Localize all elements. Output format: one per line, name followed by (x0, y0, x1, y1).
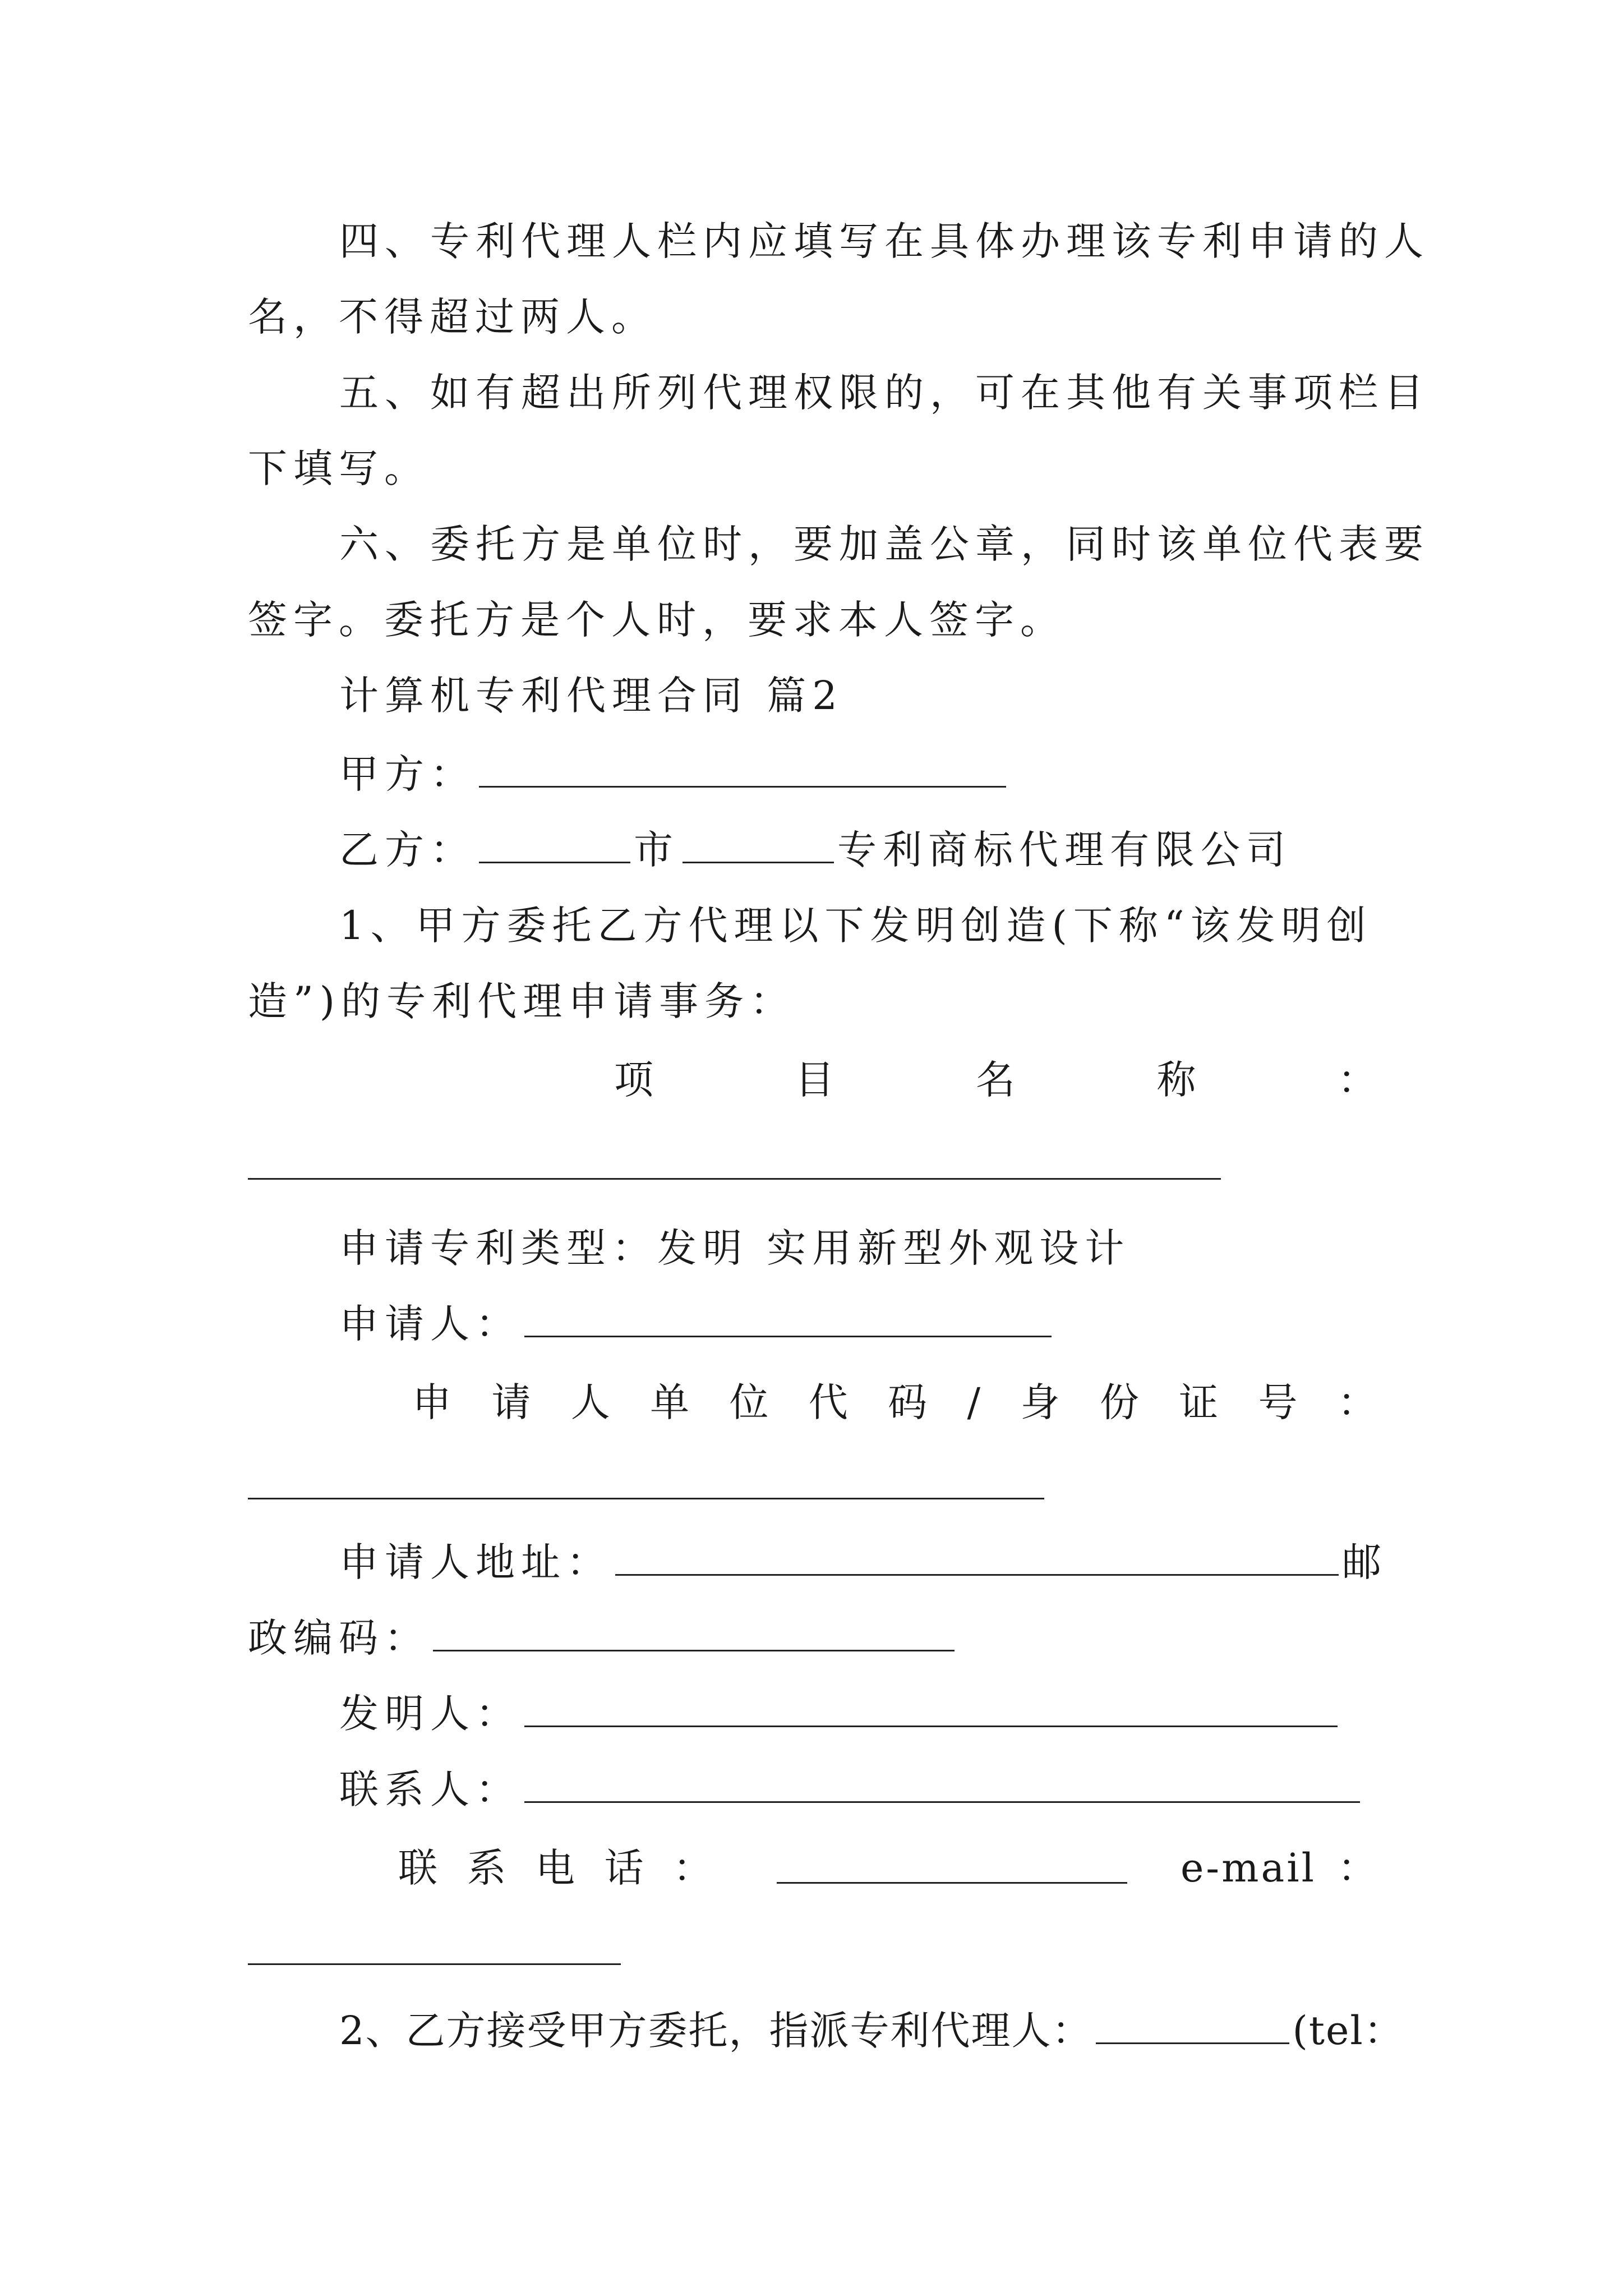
contract-heading: 计算机专利代理合同 篇2 (339, 673, 843, 719)
applicant-code-char: ： (1337, 1379, 1377, 1425)
postal-code-blank[interactable] (433, 1611, 955, 1651)
clause-1-line-2: 造”)的专利代理申请事务： (248, 978, 796, 1024)
project-name-char: 项 (614, 1057, 653, 1103)
clause-2-text: 2、乙方接受甲方委托，指派专利代理人： (339, 2008, 1092, 2054)
contact-label: 联系人： (339, 1766, 521, 1812)
project-name-blank[interactable] (248, 1178, 1221, 1180)
phone-char: 电 (536, 1845, 575, 1891)
applicant-code-char: 单 (650, 1379, 690, 1425)
applicant-code-char: 请 (491, 1379, 531, 1425)
project-name-char: 目 (795, 1057, 834, 1103)
email-colon: ： (1338, 1845, 1383, 1891)
applicant-code-char: 码 (888, 1379, 928, 1425)
paragraph-4-line-2: 名，不得超过两人。 (248, 294, 657, 340)
party-b-company-suffix: 专利商标代理有限公司 (837, 827, 1292, 873)
phone-blank[interactable] (777, 1882, 1127, 1884)
applicant-code-char: 代 (808, 1379, 848, 1425)
phone-char: ： (673, 1845, 712, 1891)
postal-code-label: 政编码： (248, 1615, 430, 1661)
contact-blank[interactable] (524, 1762, 1360, 1803)
project-name-char: 称 (1156, 1057, 1196, 1103)
phone-char: 系 (467, 1845, 506, 1891)
applicant-code-char: 号 (1258, 1379, 1298, 1425)
project-name-char: 名 (976, 1057, 1015, 1103)
paragraph-6-line-1: 六、委托方是单位时，要加盖公章，同时该单位代表要 (339, 521, 1430, 567)
applicant-code-char: 位 (729, 1379, 769, 1425)
applicant-code-char: / (967, 1379, 981, 1425)
applicant-code-char: 证 (1179, 1379, 1219, 1425)
phone-label (398, 1837, 712, 1899)
email-blank[interactable] (248, 1963, 621, 1965)
applicant-address-label: 申请人地址： (339, 1539, 612, 1585)
clause-2-tel: (tel： (1292, 2008, 1404, 2054)
inventor-blank[interactable] (524, 1686, 1338, 1727)
applicant-code-char: 身 (1020, 1379, 1060, 1425)
patent-type-line: 申请专利类型：发明 实用新型外观设计 (339, 1225, 1131, 1271)
inventor-line (339, 1683, 1341, 1745)
phone-char: 话 (604, 1845, 644, 1891)
party-b-line (339, 819, 1292, 881)
applicant-code-label (412, 1372, 1377, 1433)
applicant-address-line (339, 1531, 1387, 1593)
party-b-company-blank[interactable] (683, 822, 834, 863)
paragraph-4-line-1: 四、专利代理人栏内应填写在具体办理该专利申请的人 (339, 218, 1430, 264)
paragraph-5-line-2: 下填写。 (248, 445, 430, 491)
applicant-code-blank[interactable] (248, 1498, 1044, 1499)
paragraph-6-line-2: 签字。委托方是个人时，要求本人签字。 (248, 597, 1066, 643)
clause-1-line-1: 1、甲方委托乙方代理以下发明创造(下称“该发明创 (339, 903, 1372, 949)
contact-line (339, 1759, 1363, 1820)
applicant-code-char: 份 (1099, 1379, 1139, 1425)
applicant-address-blank[interactable] (615, 1535, 1339, 1576)
project-name-char: ： (1338, 1057, 1377, 1103)
party-b-city-blank[interactable] (479, 822, 630, 863)
party-b-label: 乙方： (339, 827, 476, 873)
postal-code-label-start: 邮 (1342, 1539, 1387, 1585)
party-a-blank[interactable] (479, 747, 1006, 788)
party-a-line (339, 743, 1009, 805)
project-name-label (614, 1049, 1377, 1111)
postal-code-line (248, 1607, 958, 1669)
party-a-label: 甲方： (339, 751, 476, 797)
email-label: e-mail (1181, 1845, 1316, 1891)
phone-char: 联 (398, 1845, 437, 1891)
paragraph-5-line-1: 五、如有超出所列代理权限的，可在其他有关事项栏目 (339, 370, 1430, 416)
inventor-label: 发明人： (339, 1691, 521, 1737)
applicant-blank[interactable] (524, 1296, 1052, 1337)
applicant-label: 申请人： (339, 1301, 521, 1347)
party-b-city-suffix: 市 (634, 827, 679, 873)
clause-2-line (339, 2000, 1404, 2062)
applicant-code-char: 人 (570, 1379, 610, 1425)
applicant-line (339, 1293, 1055, 1355)
applicant-code-char: 申 (412, 1379, 451, 1425)
agent-blank[interactable] (1096, 2003, 1289, 2044)
